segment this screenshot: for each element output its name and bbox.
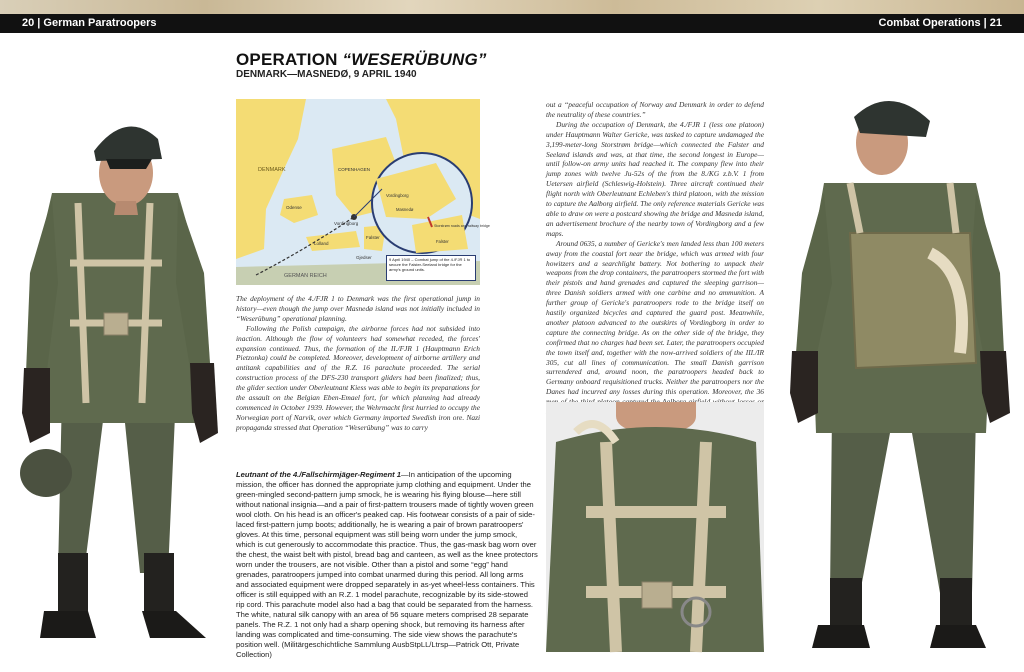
paratrooper-front-photo [0, 33, 232, 667]
paragraph: Following the Polish campaign, the airborne forces had not subsided into inaction. Although the flow of volunteers had somewhat receded, the forces' expansion continued. Thus, the formation of the II./FJR 1 (Hauptmann Erich Pietzonka) could be completed. Moreover, development of airborne artillery and antitank capabilities and of the R.Z. 16 parachute proceeded. The serial construction process of the DFS-230 transport gliders had been finalized; thus, the glider section under Oberleutnant Kiess was able to begin its preparations for the assault on the Belgian Eben-Emael fort, for which planning had already commenced in October 1939. However, the Wehrmacht first hurried to occupy the Norwegian port of Narvik, over which Germany imported Swedish iron ore. Nazi propaganda stressed that Operation “Weserübung” was to carry [236, 323, 480, 432]
map-note-box [386, 255, 476, 281]
denmark-operation-map [236, 99, 490, 285]
map-label-copenhagen: COPENHAGEN [338, 167, 371, 172]
harness-closeup-illustration [546, 402, 764, 652]
map-label-vordingborg: Vordingborg [334, 221, 359, 226]
paragraph: Around 0635, a number of Gericke's men landed less than 100 meters away from the coastal fort near the bridge, which was armed with four howitzers and a searchlight battery. Not bothering to unpack their weapons from the drop containers, the paratroopers stormed the fort with their pistols and hand grenades and captured the sleeping garrison—three Danish soldiers armed with one carbine and no ammunition. A further group of Gericke's paratroopers rode to the bridge itself on hastily organized bicycles and captured the guard post. Meanwhile, another platoon advanced to the outskirts of Vordingborg in order to capture the connecting bridge. As on the other side of the bridge, they confirmed that no charges had been set. Later, the paratroopers occupied the town itself and, together with the now-arrived soldiers of the III./IR 305, cut all lines of communication. The small Danish garrison surrendered and, around noon, the paratroopers headed back to Germany onboard requisitioned trucks. Neither the paratroopers nor the Danes had incurred any losses during this operation. Moreover, the 36 [546, 238, 764, 397]
harness-closeup-photo [546, 402, 764, 652]
paragraph: During the occupation of Denmark, the 4./FJR 1 (less one platoon) under Hauptmann Walter Gericke, was tasked to capture undamaged the 3,199-meter-long Storstrøm bridge—which connected the Falster and Seeland islands and was, at that time, the second longest in Europe—until follow-on army units had reached it. The company flew into their jump zones with twelve Ju-52s of the from the 8./KG z.b.V. 1 from Uetersen airfield (Schleswig-Holstein). Three aircraft continued their flight north with Oberleutnant Echleben's third platoon, with the mission to capture the Aalborg airfield. The only reference materials Gericke was able to draw on were a postcard showing the bridge and Masnedø island, an advertisement brochure of the nearby town of Vordingborg and a few maps. [546, 119, 764, 238]
map-label-storstrom: Storstrøm roads and railway bridge [434, 224, 490, 228]
caption-body: —In anticipation of the upcoming mission, the officer has donned the appropriate jump clothing and equipment. Under the green-mingled second-pattern jump smock, he is wearing his flying blouse—here still without national insignia—and a pair of first-pattern trousers made of tightly woven green wool cloth. On his head is an officer's peaked cap. His footwear consists of a pair of side-laced first-pattern jump boots; additionally, he is wearing a pair of brown paratroopers' gloves. At this time, personal equipment was still being worn under the jump smock, which is cut generously to accommodate this practice. Thus, the gas-mask bag worn over the chest, the waist belt with pistol, bread bag and canteen, as well as the knee protectors worn under the trousers, are not visible. Other than a pistol and some “egg” hand grenades, paratroopers jumped into combat unarmed during this period. All long arms and associated equipment were dropped separately in as-yet wheel-less containers. This officer is still equipped with an R.Z. 1 model parachute, recognizable by its side-stowed rip cord. This parachute model also had a bag that could be separated from the harness. The white, natural silk canopy with an area of 56 square meters comprised 28 separate panels. The R.Z. 1 not only had a sharp opening shock, but removing its harness after landing was complicated and time-consuming. The side view shows the parachute's position well. (Militärgeschichtliche Sammlung AusbStpLL/Ltrsp—Patrick Ott, Private Collection) [236, 470, 538, 659]
right-running-head: Combat Operations | 21 [878, 17, 1002, 29]
map-label-german-reich: GERMAN REICH [284, 273, 327, 279]
body-text-column-2 [546, 100, 764, 417]
map-label-lolland: Lolland [314, 241, 329, 246]
map-label-gjedser: Gjedser [356, 255, 372, 260]
paragraph: The deployment of the 4./FJR 1 to Denmark was the first operational jump in history—even though the jump over Masnedø island was not initially included in “Weserübung” operational planning. [236, 294, 480, 323]
paratrooper-side-photo [780, 33, 1024, 667]
photo-caption [236, 470, 538, 660]
article-title [236, 50, 487, 70]
map-label-denmark: DENMARK [258, 167, 286, 173]
body-text-column-1 [236, 294, 480, 433]
map-label-odense: Odense [286, 205, 302, 210]
caption-lead: Leutnant of the 4./Fallschirmjäger-Regiment 1 [236, 470, 401, 479]
map-label-inset-falster: Falster [436, 239, 449, 244]
page-header [0, 14, 1024, 33]
map-note: 9 April 1940 – Combat jump of the 4./FJR 1 to secure the Falster-Seeland bridge for the army's ground units. [389, 257, 471, 272]
paratrooper-front-illustration [0, 33, 232, 667]
map-label-inset-vordingborg: Vordingborg [386, 193, 409, 198]
article-title-plain: OPERATION [236, 50, 343, 69]
map-label-falster: Falster [366, 235, 380, 240]
map-label-masnedo: Masnedø [396, 207, 414, 212]
article-title-italic: “WESERÜBUNG” [342, 50, 487, 69]
article-subtitle: DENMARK—MASNEDØ, 9 APRIL 1940 [236, 69, 417, 80]
paragraph: out a “peaceful occupation of Norway and Denmark in order to defend the neutrality of these countries.” [546, 100, 764, 119]
map-texture-band [0, 0, 1024, 14]
paratrooper-side-illustration [780, 33, 1024, 667]
left-running-head: 20 | German Paratroopers [22, 17, 157, 29]
